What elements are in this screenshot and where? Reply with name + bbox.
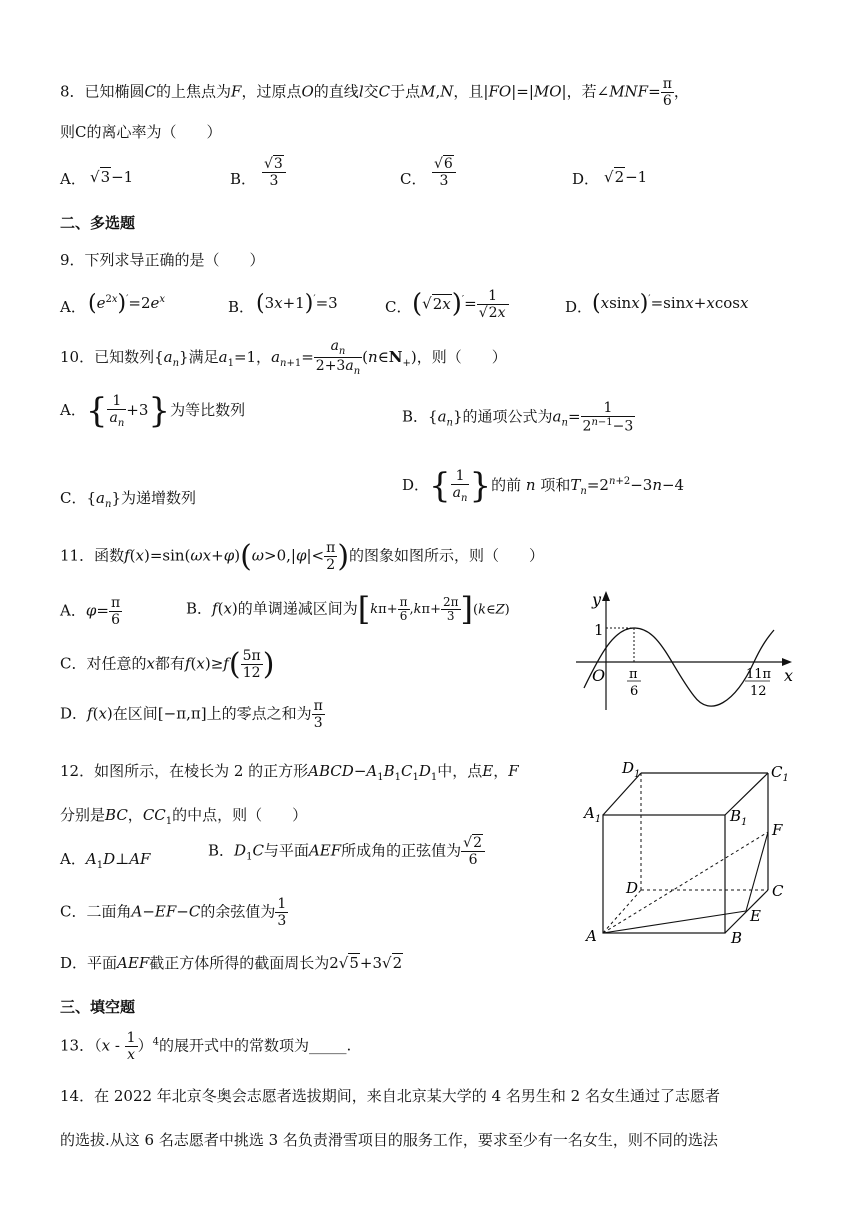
label-C1: $C_1$ — [771, 763, 789, 784]
q11-optB: B．f(x)的单调递减区间为[kπ+ $\frac{\pi}{6}$ ,kπ+ $\frac{2\pi}{3}$ ](k∈Z) — [186, 590, 510, 628]
label-F: F — [772, 821, 783, 839]
section3-title: 三、填空题 — [60, 998, 136, 1016]
q12-optA: A．$A_1D\perp AF$ — [60, 850, 151, 871]
label-D: D — [626, 879, 639, 897]
q14-line2: 的选拔.从这 6 名志愿者中挑选 3 名负责滑雪项目的服务工作，要求至少有一名女生，则不同的选法 — [60, 1131, 718, 1149]
q8-line1: 8．已知椭圆C的上焦点为F，过原点O的直线l交C于点M,N，且|FO|=|MO|，若∠MNF= $\frac{\pi}{6}$ ， — [60, 76, 689, 110]
q12-optB: B．$D_1C$与平面AEF所成角的正弦值为 $\frac{√2}{6}$ — [208, 835, 485, 868]
tick-11pi12-den: 12 — [750, 684, 767, 699]
label-B: B — [731, 929, 743, 947]
q11-optA: A．φ= $\frac{\pi}{6}$ — [60, 595, 121, 629]
q10-optA: A．{ $\frac{1}{a_n}$ +3}为等比数列 — [60, 390, 246, 431]
tick-pi6-num: π — [629, 667, 638, 682]
tick-11pi12-num: 11π — [746, 667, 772, 682]
sine-graph — [570, 585, 800, 715]
q12-line1: 12．如图所示，在棱长为 2 的正方形$ABCD-A_1B_1C_1D_1$中，点E，F — [60, 762, 519, 783]
q9-stem: 9．下列求导正确的是（ ） — [60, 251, 265, 269]
label-D1: $D_1$ — [622, 759, 641, 780]
y-tick-one: 1 — [594, 621, 604, 639]
q13: 13．（x - $\frac{1}{x}$ ）$^4$的展开式中的常数项为_____. — [60, 1030, 352, 1064]
q12-line2: 分别是BC，$CC_1$的中点，则（ ） — [60, 806, 308, 827]
q9-options: A． $(e^{2x})'=2e^x$ B． (3x+1)′=3 C． (√2x)′= $\frac{1}{√2x}$ D． (xsinx)′=sinx+xcosx — [60, 288, 749, 322]
label-E: E — [750, 907, 761, 925]
q12-optD: D．平面AEF截正方体所得的截面周长为2√5+3√2 — [60, 954, 403, 972]
label-A1: $A_1$ — [584, 804, 602, 825]
x-axis-arrow — [782, 658, 792, 666]
q11-stem: 11．函数f(x)=sin(ωx+φ)(ω>0,|φ|< $\frac{\pi}{2}$ )的图象如图所示，则（ ） — [60, 539, 545, 575]
tick-pi6-den: 6 — [630, 684, 639, 699]
q11-optC: C．对任意的x都有f(x)≥f( $\frac{5\pi}{12}$ ) — [60, 647, 275, 683]
q10-optB: B．$\{a_n\}$的通项公式为$a_n=$ $\frac{1}{2^{n-1}-3}$ — [402, 400, 634, 435]
q10-optD: D．{ $\frac{1}{a_n}$ }的前 n 项和$T_n=2^{n+2}-3n-4$ — [402, 465, 685, 506]
q10-stem: 10．已知数列$\{a_n\}$满足$a_1=1$，$a_{n+1}=$ $\frac{a_n}{2+3a_n}$ $(n\in N_+)$，则（ ） — [60, 338, 507, 378]
label-B1: $B_1$ — [730, 807, 748, 828]
q10-optC: C．$\{a_n\}$为递增数列 — [60, 489, 196, 510]
x-label: x — [784, 666, 794, 685]
y-label: y — [592, 590, 602, 609]
label-C: C — [772, 882, 784, 900]
origin-label: O — [592, 666, 606, 685]
q14-line1: 14．在 2022 年北京冬奥会志愿者选拔期间，来自北京某大学的 4 名男生和 2 名女生通过了志愿者 — [60, 1087, 720, 1105]
label-A: A — [586, 927, 597, 945]
section2-title: 二、多选题 — [60, 214, 136, 232]
y-axis-arrow — [602, 591, 610, 601]
q11-optD: D．f(x)在区间[−π,π]上的零点之和为 $\frac{\pi}{3}$ — [60, 698, 323, 732]
q12-optC: C．二面角A−EF−C的余弦值为 $\frac{1}{3}$ — [60, 896, 287, 930]
q8-line2: 则C的离心率为（ ） — [60, 123, 222, 141]
cube-figure — [578, 755, 798, 950]
